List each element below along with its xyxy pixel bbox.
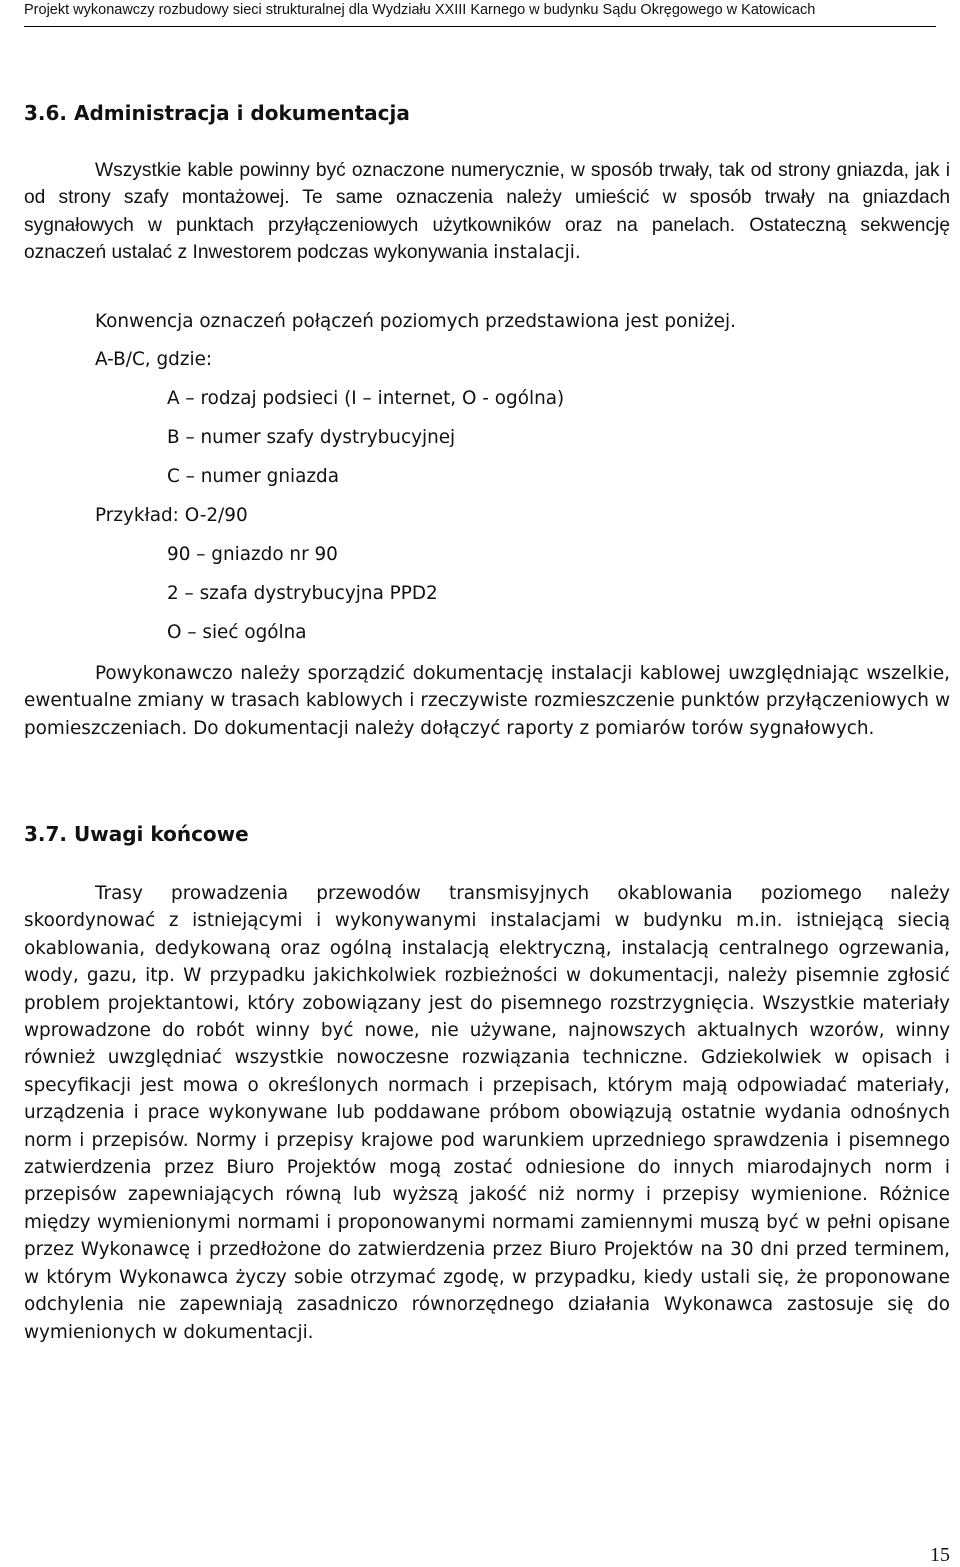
- page-number: 15: [930, 1544, 950, 1566]
- definition-item: A – rodzaj podsieci (I – internet, O - ogólna): [167, 388, 565, 409]
- example-item: 90 – gniazdo nr 90: [167, 544, 338, 565]
- paragraph-labeling-tail: instalacji.: [493, 242, 581, 264]
- paragraph-final-remarks: Trasy prowadzenia przewodów transmisyjnych okablowania poziomego należy skoordynować z istniejącymi i wykonywanymi instalacjami w budynku m.in. istniejącą siecią okablowania, dedykowaną oraz ogólną instalacją elektryczną, instalacją centralnego ogrzewania, wody, gazu, itp. W przypadku jakichkolwiek rozbieżności w dokumentacji, należy pisemnie zgłosić problem projektantowi, który zobowiązany jest do pisemnego rozstrzygnięcia. Wszystkie materiały wprowadzone do robót winny być nowe, nie używane, najnowszych aktualnych wzorów, winny również uwzględniać wszystkie nowoczesne rozwiązania techniczne. Gdziekolwiek w opisach i specyfikacji jest mowa o określonych normach i przepisach, którym mają odpowiadać materiały, urządzenia i prace wykonywane lub poddawane próbom obowiązują ostatnie wydania odnośnych norm i przepisów. Normy i przepisy krajowe pod warunkiem uprzedniego sprawdzenia i pisemnego zatwierdzenia przez Biuro Projektów mogą zostać odniesione do innych miarodajnych norm i przepisów zapewniających równą lub wyższą jakość niż normy i przepisy wymienione. Różnice między wymienionymi normami i proponowanymi normami zamiennymi muszą być w pełni opisane przez Wykonawcę i przedłożone do zatwierdzenia przez Biuro Projektów na 30 dni przed terminem, w którym Wykonawca życzy sobie otrzymać zgodę, w przypadku, kiedy ustali się, że proponowane odchylenia nie zapewniają zasadniczo równorzędnego działania Wykonawca zastosuje się do wymienionych w dokumentacji.: [24, 883, 950, 1343]
- paragraph-labeling: [24, 157, 950, 267]
- example-label: Przykład: O-2/90: [95, 505, 248, 526]
- format-line: A-B/C, gdzie:: [95, 349, 213, 370]
- definition-item: B – numer szafy dystrybucyjnej: [167, 427, 456, 448]
- section-heading-3-6: 3.6. Administracja i dokumentacja: [24, 101, 410, 125]
- page-header: Projekt wykonawczy rozbudowy sieci strukturalnej dla Wydziału XXIII Karnego w budynku Sądu Okręgowego w Katowicach: [24, 2, 816, 18]
- paragraph-as-built-documentation: Powykonawczo należy sporządzić dokumentację instalacji kablowej uwzględniając wszelkie, ewentualne zmiany w trasach kablowych i rzeczywiste rozmieszczenie punktów przyłączeniowych w pomieszczeniach. Do dokumentacji należy dołączyć raporty z pomiarów torów sygnałowych.: [24, 663, 950, 739]
- section-heading-3-7: 3.7. Uwagi końcowe: [24, 822, 249, 846]
- header-rule: [24, 26, 936, 27]
- paragraph-labeling-body: Wszystkie kable powinny być oznaczone numerycznie, w sposób trwały, tak od strony gniazda, jak i od strony szafy montażowej. Te same oznaczenia należy umieścić w sposób trwały na gniazdach sygnałowych w punktach przyłączeniowych użytkowników oraz na panelach. Ostateczną sekwencję oznaczeń ustalać z Inwestorem podczas wykonywania: [24, 160, 950, 264]
- example-item: O – sieć ogólna: [167, 622, 307, 643]
- definition-item: C – numer gniazda: [167, 466, 339, 487]
- example-item: 2 – szafa dystrybucyjna PPD2: [167, 583, 438, 604]
- convention-intro: Konwencja oznaczeń połączeń poziomych przedstawiona jest poniżej.: [95, 311, 736, 332]
